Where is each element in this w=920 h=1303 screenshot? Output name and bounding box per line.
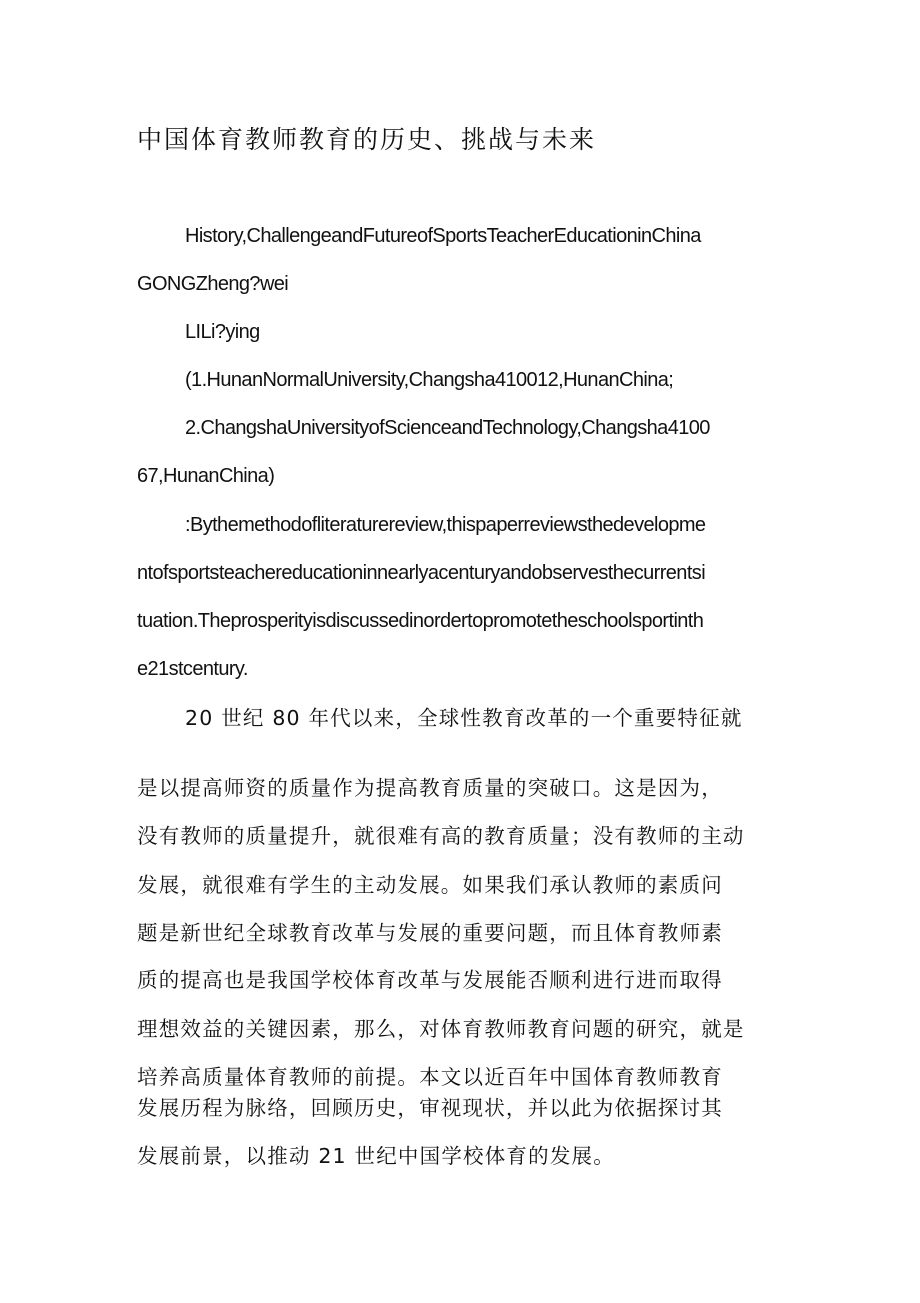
author-line-2: LILi?ying xyxy=(185,321,260,343)
affiliation-line-3: 67,HunanChina) xyxy=(137,465,275,487)
body-line-5: 题是新世纪全球教育改革与发展的重要问题，而且体育教师素 xyxy=(137,921,723,945)
body-line-1: 20 世纪 80 年代以来，全球性教育改革的一个重要特征就 xyxy=(185,706,743,730)
abstract-line-3: tuation.Theprosperityisdiscussedinordertopromotetheschoolsportinth xyxy=(137,610,704,632)
affiliation-line-1: (1.HunanNormalUniversity,Changsha410012,HunanChina; xyxy=(185,369,674,391)
body-line-6: 质的提高也是我国学校体育改革与发展能否顺利进行进而取得 xyxy=(137,968,723,992)
body-line-2: 是以提高师资的质量作为提高教育质量的突破口。这是因为， xyxy=(137,776,723,800)
abstract-line-1: :Bythemethodofliteraturereview,thispaperreviewsthedevelopme xyxy=(185,514,706,536)
abstract-line-4: e21stcentury. xyxy=(137,658,248,680)
body-line-3: 没有教师的质量提升，就很难有高的教育质量；没有教师的主动 xyxy=(137,824,745,848)
body-line-10: 发展前景，以推动 21 世纪中国学校体育的发展。 xyxy=(137,1144,615,1168)
english-title: History,ChallengeandFutureofSportsTeacherEducationinChina xyxy=(185,225,701,247)
affiliation-line-2: 2.ChangshaUniversityofScienceandTechnology,Changsha4100 xyxy=(185,417,710,439)
body-line-7: 理想效益的关键因素，那么，对体育教师教育问题的研究，就是 xyxy=(137,1017,745,1041)
body-line-9: 发展历程为脉络，回顾历史，审视现状，并以此为依据探讨其 xyxy=(137,1096,723,1120)
body-line-8: 培养高质量体育教师的前提。本文以近百年中国体育教师教育 xyxy=(137,1065,723,1089)
document-title: 中国体育教师教育的历史、挑战与未来 xyxy=(137,125,597,154)
abstract-line-2: ntofsportsteachereducationinnearlyacenturyandobservesthecurrentsi xyxy=(137,562,706,584)
author-line-1: GONGZheng?wei xyxy=(137,273,289,295)
body-line-4: 发展，就很难有学生的主动发展。如果我们承认教师的素质问 xyxy=(137,873,723,897)
